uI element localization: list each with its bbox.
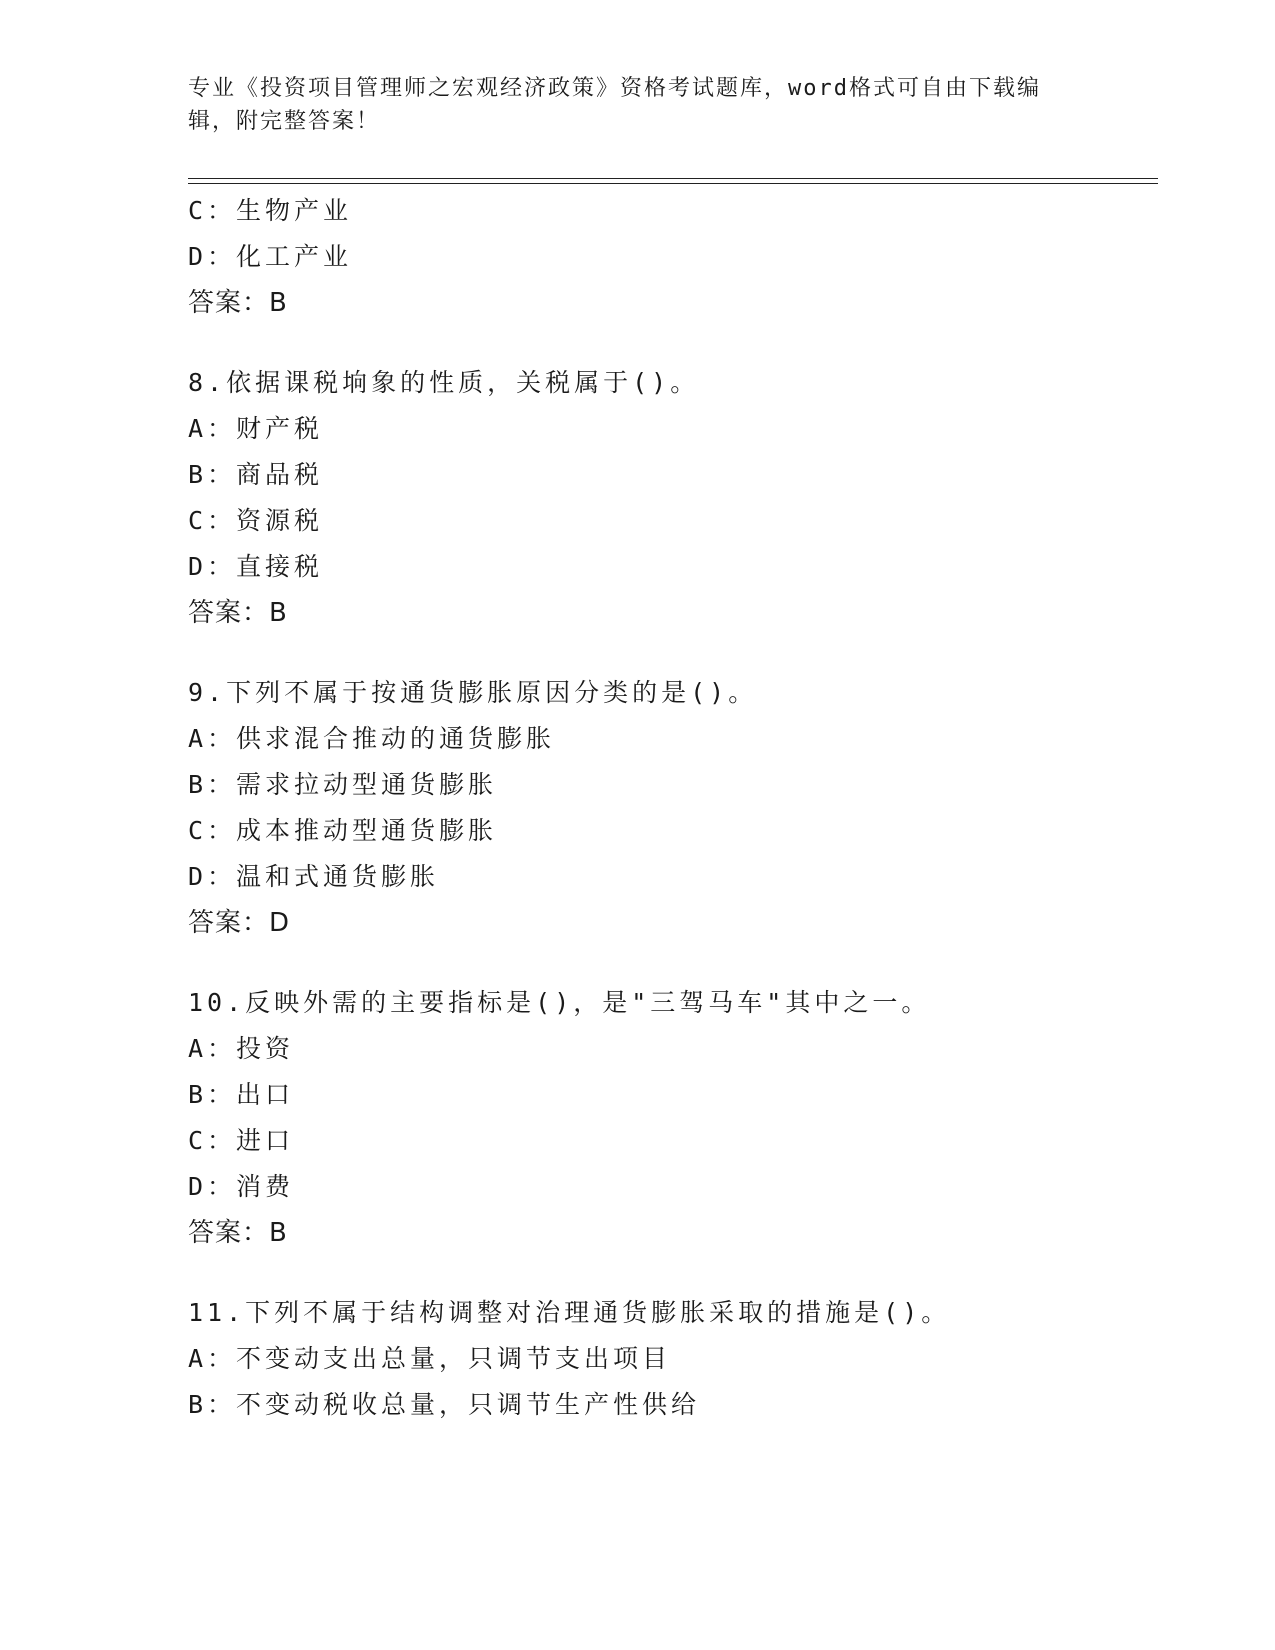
document-header <box>188 72 1088 138</box>
question-8 <box>188 360 1148 636</box>
answer: 答案：B <box>188 288 288 318</box>
option-c: C：成本推动型通货膨胀 <box>188 816 498 845</box>
answer: 答案：B <box>188 598 288 628</box>
option-a: A：不变动支出总量，只调节支出项目 <box>188 1344 672 1373</box>
option-b: B：不变动税收总量，只调节生产性供给 <box>188 1390 701 1419</box>
question-7-partial <box>188 188 1148 326</box>
question-stem: 9.下列不属于按通货膨胀原因分类的是()。 <box>188 678 758 707</box>
question-stem: 10.反映外需的主要指标是()，是"三驾马车"其中之一。 <box>188 988 931 1017</box>
option-c: C：生物产业 <box>188 196 353 225</box>
option-b: B：需求拉动型通货膨胀 <box>188 770 498 799</box>
header-title-line-1: 专业《投资项目管理师之宏观经济政策》资格考试题库，word格式可自由下载编 <box>188 76 1041 101</box>
question-11 <box>188 1290 1148 1428</box>
option-d: D：温和式通货膨胀 <box>188 862 440 891</box>
option-a: A：供求混合推动的通货膨胀 <box>188 724 556 753</box>
option-d: D：化工产业 <box>188 242 353 271</box>
option-b: B：出口 <box>188 1080 295 1109</box>
question-list <box>188 188 1148 1428</box>
option-c: C：资源税 <box>188 506 324 535</box>
header-title-line-2: 辑，附完整答案！ <box>188 109 381 134</box>
question-stem: 8.依据课税垧象的性质，关税属于()。 <box>188 368 700 397</box>
option-d: D：直接税 <box>188 552 324 581</box>
question-9 <box>188 670 1148 946</box>
question-stem: 11.下列不属于结构调整对治理通货膨胀采取的措施是()。 <box>188 1298 951 1327</box>
option-d: D：消费 <box>188 1172 295 1201</box>
question-10 <box>188 980 1148 1256</box>
header-divider-bottom <box>188 183 1158 184</box>
answer: 答案：D <box>188 908 291 938</box>
option-a: A：财产税 <box>188 414 324 443</box>
answer: 答案：B <box>188 1218 288 1248</box>
option-c: C：进口 <box>188 1126 295 1155</box>
option-b: B：商品税 <box>188 460 324 489</box>
option-a: A：投资 <box>188 1034 295 1063</box>
header-divider-top <box>188 178 1158 179</box>
